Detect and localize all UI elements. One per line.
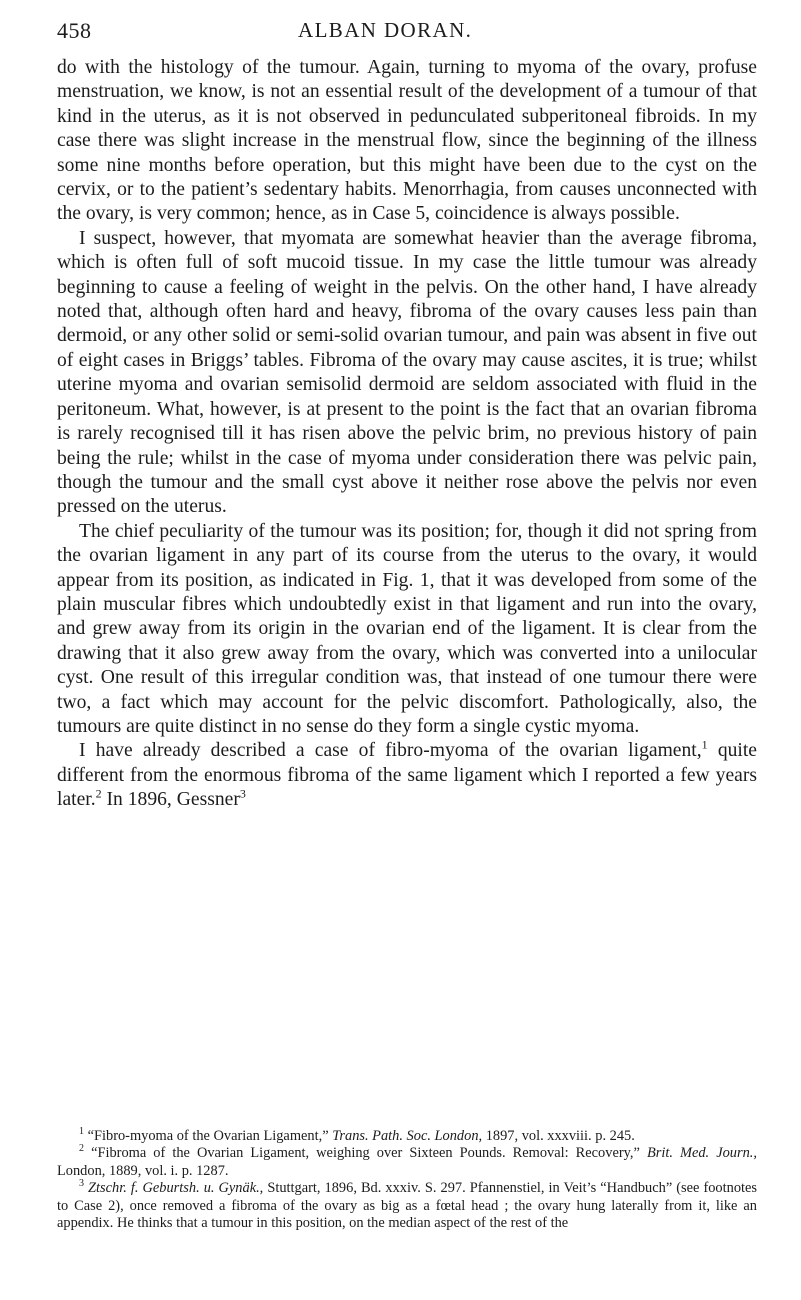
footnote-text: “Fibro-myoma of the Ovarian Ligament,” (87, 1128, 329, 1144)
paragraph-4-part-1: I have already described a case of fibro-myoma of the ovarian ligament, (79, 740, 702, 762)
footnotes (57, 1128, 757, 1232)
footnote-2 (57, 1145, 757, 1180)
paragraph-3: The chief peculiarity of the tumour was its position; for, though it did not spring from the ovarian ligament in any part of its course from the uterus to the ovary, it would appear from its position, as indicated in Fig. 1, that it was developed from some of the plain muscular fibres which undoubtedly exist in that ligament and run into the ovary, and grew away from its origin in the ovarian end of the ligament. It is clear from the drawing that it also grew away from the ovary, which was converted into a unilocular cyst. One result of this irregular condition was, that instead of one tumour there were two, a fact which may account for the pelvic discomfort. Pathologically, also, the tumours are quite distinct in no sense do they form a single cystic myoma. (57, 520, 757, 737)
footnote-rest: London, 1889, vol. i. p. 1287. (57, 1162, 229, 1179)
paragraph-1: do with the histology of the tumour. Again, turning to myoma of the ovary, profuse menstruation, we know, is not an essential result of the development of a tumour of that kind in the uterus, as it is not observed in pedunculated subperitoneal fibroids. In my case there was slight increase in the menstrual flow, since the beginning of the illness some nine months before operation, but this might have been due to the cyst on the cervix, or to the patient’s sedentary habits. Menorrhagia, from causes unconnected with the ovary, is very common; hence, as in Case 5, coincidence is always possible. (57, 57, 757, 225)
footnote-source: Brit. Med. Journ., (646, 1145, 757, 1162)
running-head (57, 14, 757, 50)
footnote-rest: 1897, vol. xxxviii. p. 245. (485, 1128, 635, 1144)
paragraph-4 (57, 739, 757, 812)
body-text (57, 56, 757, 813)
footnote-source: Trans. Path. Soc. London, (332, 1128, 483, 1144)
paragraph-4-part-3: In 1896, Gessner (101, 789, 240, 811)
paragraph-2: I suspect, however, that myomata are somewhat heavier than the average fibroma, which is often full of soft mucoid tissue. In my case the little tumour was already beginning to cause a feeling of weight in the pelvis. On the other hand, I have already noted that, although often hard and heavy, fibroma of the ovary causes less pain than dermoid, or any other solid or semi-solid ovarian tumour, and pain was absent in five out of eight cases in Briggs’ tables. Fibroma of the ovary may cause ascites, it is true; whilst uterine myoma and ovarian semisolid dermoid are seldom associated with fluid in the peritoneum. What, however, is at present to the point is the fact that an ovarian fibroma is rarely recognised till it has risen above the pelvic brim, no previous history of pain being the rule; whilst in the case of myoma under consideration there was pelvic pain, though the tumour and the small cyst above it neither rose above the pelvis nor even pressed on the uterus. (57, 227, 757, 518)
paragraph-4-part-2: quite different from the enormous fibroma of the same ligament which I reported a few years later. (57, 740, 757, 811)
footnote-source: Ztschr. f. Geburtsh. u. Gynäk., (88, 1180, 264, 1197)
footnote-ref-1: 1 (701, 737, 708, 752)
running-title: ALBAN DORAN. (298, 18, 473, 42)
footnote-ref-3: 3 (239, 786, 246, 801)
footnote-rest: Stuttgart, 1896, Bd. xxxiv. S. 297. Pfannenstiel, in Veit’s “Handbuch” (see footnotes to Case 2), once removed a fibroma of the ovary as big as a fœtal head ; the ovary hung laterally from it, like an appendix. He thinks that a tumour in this position, on the median aspect of the rest of the (57, 1180, 758, 1232)
footnote-1 (57, 1128, 757, 1145)
footnote-number: 1 (79, 1126, 84, 1138)
footnote-ref-2: 2 (95, 786, 102, 801)
footnote-number: 2 (79, 1143, 84, 1155)
footnote-3 (57, 1180, 757, 1232)
footnote-text: “Fibroma of the Ovarian Ligament, weighing over Sixteen Pounds. Removal: Recovery,” (91, 1145, 640, 1162)
page-number: 458 (57, 18, 92, 43)
footnote-number: 3 (79, 1178, 84, 1190)
